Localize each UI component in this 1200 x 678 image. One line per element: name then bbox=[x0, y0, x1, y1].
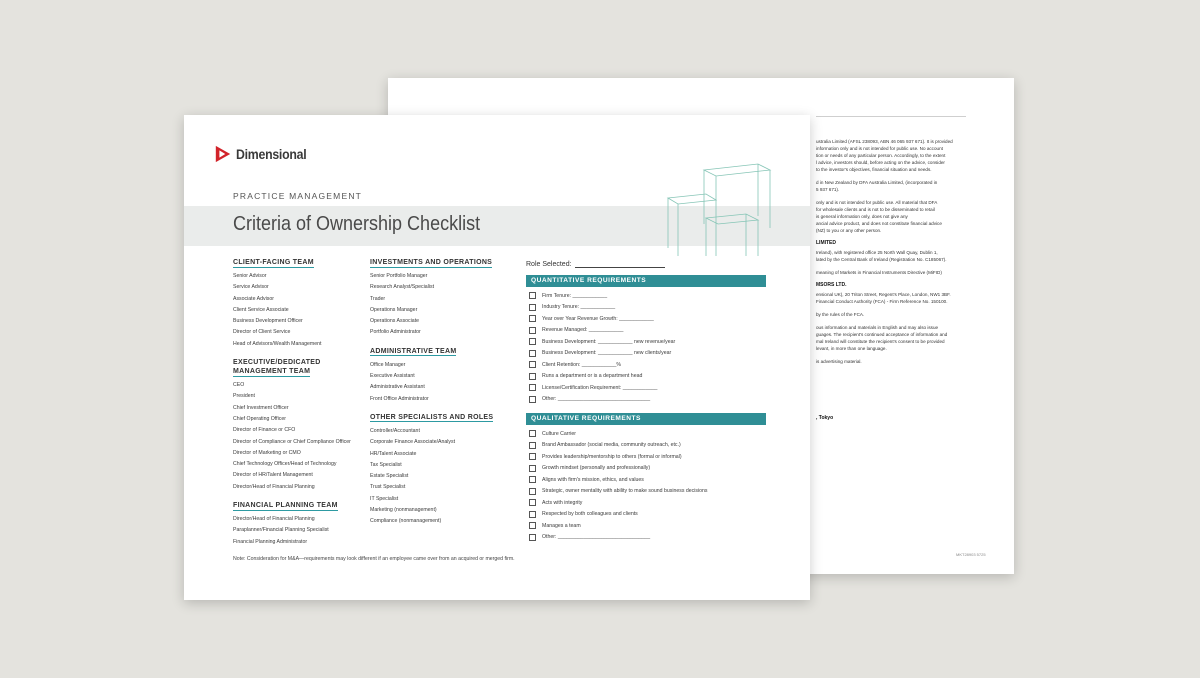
checklist-item-label: Firm Tenure: ____________ bbox=[542, 292, 608, 299]
list-item: CEO bbox=[233, 382, 245, 389]
list-item: Associate Advisor bbox=[233, 295, 274, 302]
cube-graphic-icon bbox=[666, 160, 782, 256]
checklist-item-label: Acts with integrity bbox=[542, 499, 583, 506]
divider bbox=[816, 116, 966, 117]
checkbox[interactable] bbox=[529, 534, 536, 541]
checklist-item-label: Respected by both colleagues and clients bbox=[542, 511, 638, 518]
checklist-item-label: Aligns with firm's mission, ethics, and values bbox=[542, 476, 644, 483]
list-item: Administrative Assistant bbox=[370, 384, 425, 391]
list-item: Portfolio Administrator bbox=[370, 329, 421, 336]
checkbox[interactable] bbox=[529, 511, 536, 518]
list-item: Director of Marketing or CMO bbox=[233, 449, 301, 456]
column-right bbox=[526, 258, 766, 543]
list-item: Service Advisor bbox=[233, 284, 269, 291]
list-item: Senior Portfolio Manager bbox=[370, 273, 428, 279]
client-facing-list bbox=[233, 271, 363, 350]
disclosure-line: by the rules of the FCA. bbox=[816, 312, 865, 317]
checklist-item[interactable] bbox=[526, 382, 766, 394]
kicker: PRACTICE MANAGEMENT bbox=[233, 191, 363, 201]
checkbox[interactable] bbox=[529, 442, 536, 449]
checkbox[interactable] bbox=[529, 315, 536, 322]
checkbox[interactable] bbox=[529, 373, 536, 380]
section-heading: FINANCIAL PLANNING TEAM bbox=[233, 502, 338, 510]
checklist-item[interactable] bbox=[526, 359, 766, 371]
disclosure-line: l advice, investors should, before acting on the advice, consider bbox=[816, 160, 945, 165]
checklist-item[interactable] bbox=[526, 532, 766, 544]
checkbox[interactable] bbox=[529, 292, 536, 299]
checklist-item-label: Other: ________________________________ bbox=[542, 534, 651, 541]
checkbox[interactable] bbox=[529, 488, 536, 495]
checklist-item-label: Culture Carrier bbox=[542, 430, 577, 437]
checkbox[interactable] bbox=[529, 499, 536, 506]
list-item: Director/Head of Financial Planning bbox=[233, 516, 315, 523]
checklist-item-label: Client Retention: ____________% bbox=[542, 361, 622, 368]
checklist-item[interactable] bbox=[526, 394, 766, 406]
list-item: Head of Advisors/Wealth Management bbox=[233, 340, 322, 347]
list-item: Director of Finance or CFO bbox=[233, 427, 296, 434]
disclosure-line: only and is not intended for public use. All material that DFA bbox=[816, 200, 938, 205]
checklist-item-label: Brand Ambassador (social media, community outreach, etc.) bbox=[542, 442, 681, 449]
checklist-item[interactable] bbox=[526, 290, 766, 302]
checklist-item[interactable] bbox=[526, 336, 766, 348]
checklist-item[interactable] bbox=[526, 302, 766, 314]
checkbox[interactable] bbox=[529, 338, 536, 345]
list-item: Director/Head of Financial Planning bbox=[233, 483, 315, 490]
disclosure-line: Financial Conduct Authority (FCA) - Firm Reference No. 150100. bbox=[816, 299, 948, 304]
list-item: Financial Planning Administrator bbox=[233, 538, 308, 545]
list-item: HR/Talent Associate bbox=[370, 450, 417, 457]
checkbox[interactable] bbox=[529, 361, 536, 368]
list-item: Chief Technology Officer/Head of Technology bbox=[233, 461, 337, 468]
checklist-item-label: Provides leadership/mentorship to others (formal or informal) bbox=[542, 453, 682, 460]
disclosure-line: levant, in more than one language. bbox=[816, 346, 887, 351]
disclosure-text bbox=[816, 138, 996, 424]
disclosure-line: (NZ) to you or any other person. bbox=[816, 228, 882, 233]
list-item: Executive Assistant bbox=[370, 373, 415, 380]
list-item: Trust Specialist bbox=[370, 484, 406, 491]
role-selected-field[interactable] bbox=[575, 259, 665, 268]
list-item: IT Specialist bbox=[370, 495, 399, 502]
role-selected[interactable] bbox=[526, 258, 766, 268]
checkbox[interactable] bbox=[529, 465, 536, 472]
checklist-item[interactable] bbox=[526, 313, 766, 325]
column-left bbox=[233, 258, 363, 556]
document-code: MKT28903 5725 bbox=[956, 552, 986, 557]
quantitative-heading: QUANTITATIVE REQUIREMENTS bbox=[526, 275, 766, 287]
list-item: Research Analyst/Specialist bbox=[370, 284, 435, 291]
checklist-item[interactable] bbox=[526, 428, 766, 440]
logo-text: Dimensional bbox=[236, 146, 307, 162]
role-selected-label: Role Selected: bbox=[526, 261, 572, 268]
dimensional-logo-icon bbox=[214, 145, 232, 163]
list-item: Operations Associate bbox=[370, 318, 420, 325]
list-item: Controller/Accountant bbox=[370, 427, 420, 434]
checklist-item-label: Industry Tenure: ____________ bbox=[542, 304, 616, 311]
section-heading: CLIENT-FACING TEAM bbox=[233, 259, 314, 266]
disclosure-line: information only and is not intended for public use. No account bbox=[816, 146, 943, 151]
checklist-item[interactable] bbox=[526, 325, 766, 337]
disclosure-heading: MSORS LTD. bbox=[816, 282, 847, 288]
checklist-item[interactable] bbox=[526, 463, 766, 475]
checklist-item[interactable] bbox=[526, 486, 766, 498]
disclosure-line: lated by the Central Bank of Ireland (Registration No. C185067). bbox=[816, 257, 947, 262]
other-specialists-list bbox=[370, 426, 505, 528]
list-item: President bbox=[233, 393, 255, 400]
executive-list bbox=[233, 380, 363, 493]
disclosure-line: mal Ireland will constitute the recipient's consent to be provided bbox=[816, 339, 945, 344]
disclosure-heading: LIMITED bbox=[816, 240, 836, 246]
front-page bbox=[184, 115, 810, 600]
list-item: Director of Client Service bbox=[233, 329, 291, 336]
checklist-item[interactable] bbox=[526, 520, 766, 532]
list-item: Front Office Administrator bbox=[370, 395, 429, 402]
list-item: Senior Advisor bbox=[233, 273, 267, 279]
checklist-item[interactable] bbox=[526, 371, 766, 383]
disclosure-line: for wholesale clients and is not to be disseminated to retail bbox=[816, 207, 935, 212]
disclosure-line: to the investor's objectives, financial situation and needs. bbox=[816, 167, 932, 172]
list-item: Chief Operating Officer bbox=[233, 415, 286, 422]
investments-list bbox=[370, 271, 505, 339]
list-item: Chief Investment Officer bbox=[233, 404, 289, 411]
section-heading: EXECUTIVE/DEDICATED MANAGEMENT TEAM bbox=[233, 359, 321, 376]
list-item: Director of HR/Talent Management bbox=[233, 472, 313, 479]
checklist-item-label: Strategic, owner mentality with ability to make sound business decisions bbox=[542, 488, 708, 495]
list-item: Marketing (nonmanagement) bbox=[370, 507, 437, 514]
checkbox[interactable] bbox=[529, 453, 536, 460]
checklist-item-label: Revenue Managed: ____________ bbox=[542, 327, 624, 334]
checklist-item-label: Other: ________________________________ bbox=[542, 396, 651, 403]
list-item: Paraplanner/Financial Planning Specialist bbox=[233, 527, 329, 534]
checkbox[interactable] bbox=[529, 476, 536, 483]
disclosure-heading: , Tokyo bbox=[816, 415, 834, 421]
checklist-item-label: License/Certification Requirement: ____________ bbox=[542, 384, 658, 391]
checkbox[interactable] bbox=[529, 327, 536, 334]
list-item: Corporate Finance Associate/Analyst bbox=[370, 439, 456, 446]
checklist-item-label: Year over Year Revenue Growth: ____________ bbox=[542, 315, 654, 322]
disclosure-line: 5 937 671). bbox=[816, 187, 840, 192]
disclosure-line: ustralia Limited (AFSL 238093, ABN 46 065 937 671). It is provided bbox=[816, 139, 953, 144]
checklist-item[interactable] bbox=[526, 451, 766, 463]
list-item: Trader bbox=[370, 295, 386, 302]
disclosure-line: ous information and materials in English and may also issue bbox=[816, 325, 939, 330]
checklist-item[interactable] bbox=[526, 440, 766, 452]
list-item: Estate Specialist bbox=[370, 473, 409, 480]
checkbox[interactable] bbox=[529, 384, 536, 391]
checklist-item-label: Business Development: ____________ new clients/year bbox=[542, 350, 672, 357]
disclosure-line: d in New Zealand by DFA Australia Limited, (incorporated in bbox=[816, 180, 938, 185]
list-item: Office Manager bbox=[370, 361, 406, 368]
list-item: Tax Specialist bbox=[370, 461, 402, 468]
disclosure-line: ensional UK), 20 Triton Street, Regent's Place, London, NW1 3BF. bbox=[816, 292, 951, 297]
list-item: Compliance (nonmanagement) bbox=[370, 518, 442, 525]
list-item: Client Service Associate bbox=[233, 306, 289, 313]
checkbox[interactable] bbox=[529, 396, 536, 403]
section-heading: OTHER SPECIALISTS AND ROLES bbox=[370, 413, 494, 421]
checklist-item-label: Growth mindset (personally and professionally) bbox=[542, 465, 651, 472]
checkbox[interactable] bbox=[529, 522, 536, 529]
checkbox[interactable] bbox=[529, 430, 536, 437]
checklist-item[interactable] bbox=[526, 348, 766, 360]
checkbox[interactable] bbox=[529, 304, 536, 311]
financial-planning-list bbox=[233, 514, 363, 548]
column-middle bbox=[370, 258, 505, 536]
qualitative-checklist bbox=[526, 428, 766, 543]
administrative-list bbox=[370, 360, 505, 405]
footnote: Note: Consideration for M&A—requirements may look different if an employee came over from an acquired or merged firm. bbox=[233, 556, 515, 562]
disclosure-line: guages. The recipient's continued acceptance of information and bbox=[816, 332, 948, 337]
checklist-item-label: Business Development: ____________ new revenue/year bbox=[542, 338, 676, 345]
list-item: Operations Manager bbox=[370, 306, 418, 313]
section-heading: INVESTMENTS AND OPERATIONS bbox=[370, 259, 493, 266]
checklist-item-label: Runs a department or is a department head bbox=[542, 373, 643, 380]
quantitative-checklist bbox=[526, 290, 766, 405]
checklist-item[interactable] bbox=[526, 509, 766, 521]
checklist-item[interactable] bbox=[526, 474, 766, 486]
disclosure-line: meaning of Markets in Financial Instruments Directive (MiFID) bbox=[816, 270, 942, 275]
list-item: Business Development Officer bbox=[233, 318, 303, 325]
disclosure-line: Ireland), with registered office 25 North Wall Quay, Dublin 1, bbox=[816, 250, 938, 255]
disclosure-line: is advertising material. bbox=[816, 359, 862, 364]
logo bbox=[214, 145, 316, 163]
checklist-item-label: Manages a team bbox=[542, 522, 581, 529]
list-item: Director of Compliance or Chief Compliance Officer bbox=[233, 438, 351, 445]
page-title: Criteria of Ownership Checklist bbox=[233, 213, 481, 235]
checkbox[interactable] bbox=[529, 350, 536, 357]
disclosure-line: tion or needs of any particular person. Accordingly, to the extent bbox=[816, 153, 946, 158]
section-heading: ADMINISTRATIVE TEAM bbox=[370, 347, 457, 355]
qualitative-heading: QUALITATIVE REQUIREMENTS bbox=[526, 413, 766, 425]
checklist-item[interactable] bbox=[526, 497, 766, 509]
disclosure-line: ancial advice product, and does not constitute financial advice bbox=[816, 221, 942, 226]
disclosure-line: is general information only, does not give any bbox=[816, 214, 908, 219]
